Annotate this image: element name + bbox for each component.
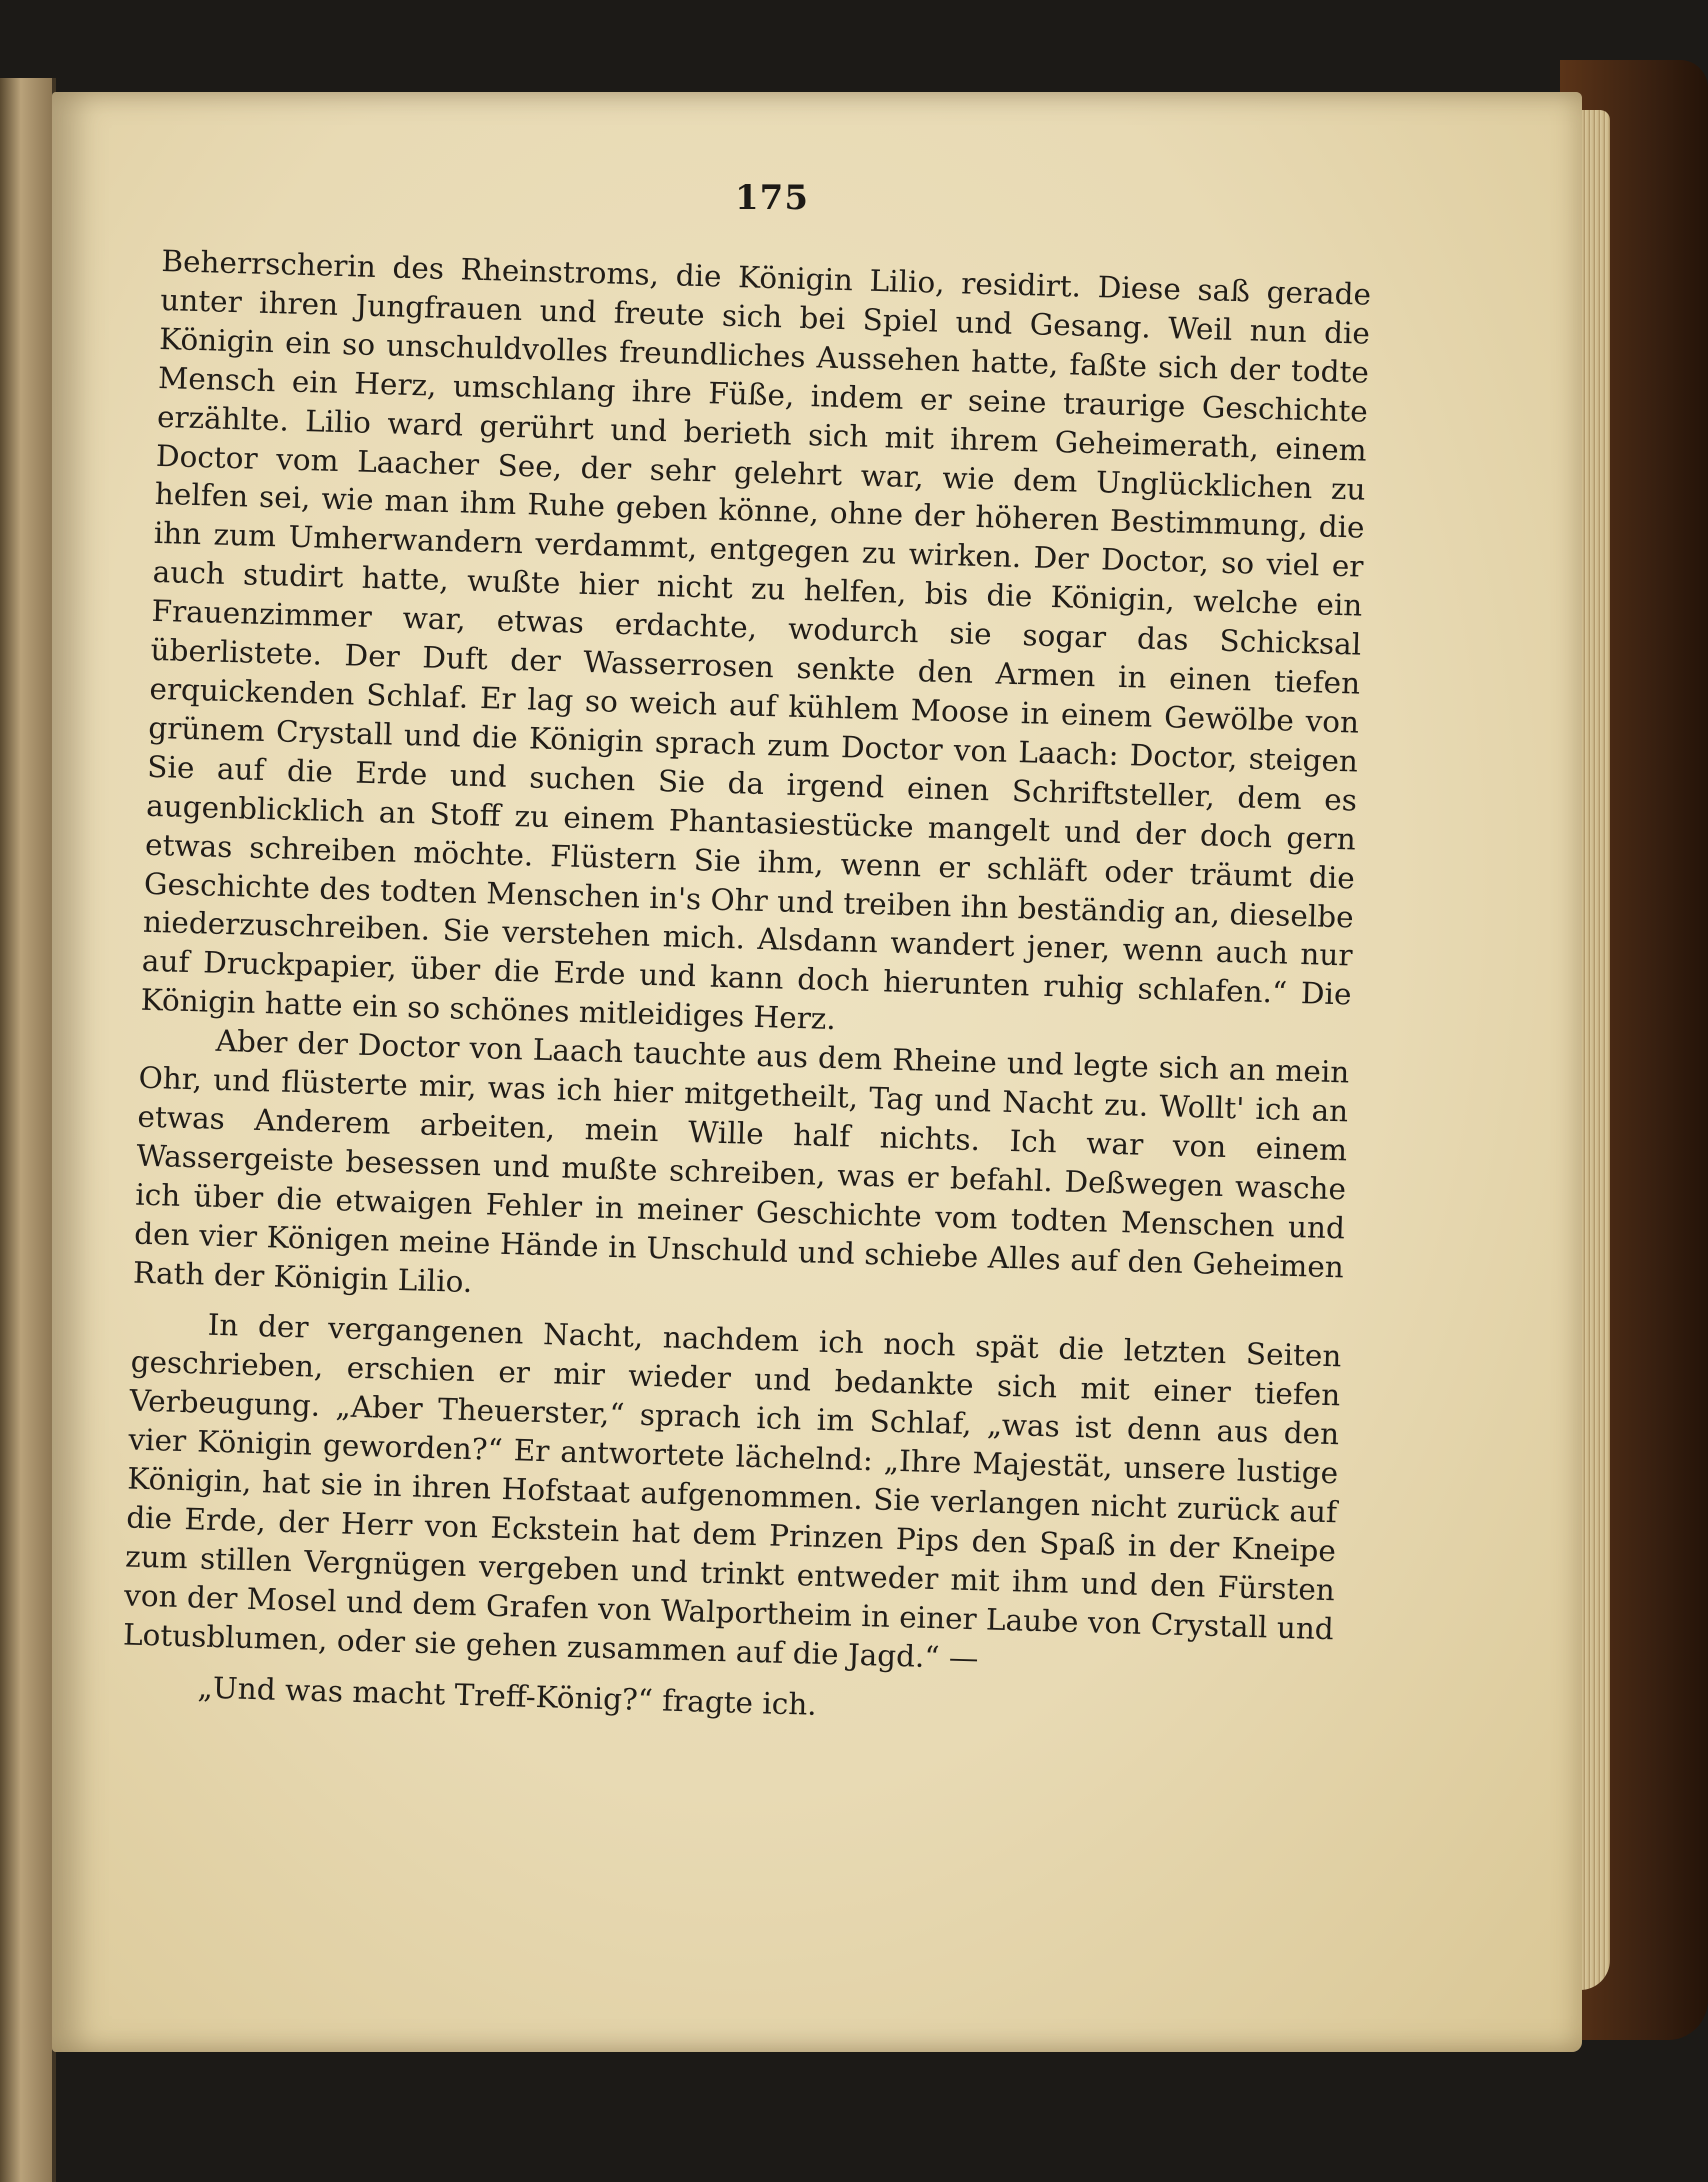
facing-page-edge [0, 78, 56, 2182]
paragraph-3: In der vergangenen Nacht, nachdem ich noch spät die letzten Seiten geschrieben, erschien er mir wieder und bedankte sich mit einer tiefen Verbeugung. „Aber Theuerster,“ sprach ich im Schlaf, „was ist denn aus den vier Königin geworden?“ Er antwortete lächelnd: „Ihre Majestät, unsere lustige Königin, hat sie in ihren Hofstaat aufgenommen. Sie verlangen nicht zurück auf die Erde, der Herr von Eckstein hat dem Prinzen Pips den Spaß in der Kneipe zum stillen Vergnügen vergeben und trinkt entweder mit ihm und den Fürsten von der Mosel und dem Grafen von Walportheim in einer Laube von Crystall und Lotusblumen, oder sie gehen zusammen auf die Jagd.“ — [122, 1308, 1342, 1676]
book-page [52, 92, 1582, 2052]
page-number: 175 [735, 178, 809, 218]
paragraph-1: Beherrscherin des Rheinstroms, die Königin Lilio, residirt. Diese saß gerade unter ihren Jungfrauen und freute sich bei Spiel und Gesang. Weil nun die Königin ein so unschuldvolles freundliches Aussehen hatte, faßte sich der todte Mensch ein Herz, umschlang ihre Füße, indem er seine traurige Geschichte erzählte. Lilio ward gerührt und berieth sich mit ihrem Geheimerath, einem Doctor vom Laacher See, der sehr gelehrt war, wie dem Unglücklichen zu helfen sei, wie man ihm Ruhe geben könne, ohne der höheren Bestimmung, die ihn zum Umherwandern verdammt, entgegen zu wirken. Der Doctor, so viel er auch studirt hatte, wußte hier nicht zu helfen, bis die Königin, welche ein Frauenzimmer war, etwas erdachte, wodurch sie sogar das Schicksal überlistete. Der Duft der Wasserrosen senkte den Armen in einen tiefen erquickenden Schlaf. Er lag so weich auf kühlem Moose in einem Gewölbe von grünem Crystall und die Königin sprach zum Doctor von Laach: Doctor, steigen Sie auf die Erde und suchen Sie da irgend einen Schriftsteller, dem es augenblicklich an Stoff zu einem Phantasiestücke mangelt und der doch gern etwas schreiben möchte. Flüstern Sie ihm, wenn er schläft oder träumt die Geschichte des todten Menschen in's Ohr und treiben ihn beständig an, dieselbe niederzuschreiben. Sie verstehen mich. Alsdann wandert jener, wenn auch nur auf Druckpapier, über die Erde und kann doch hierunten ruhig schlafen.“ Die Königin hatte ein so schönes mitleidiges Herz. [140, 243, 1372, 1037]
page-text [121, 242, 1371, 1739]
paragraph-2: Aber der Doctor von Laach tauchte aus dem Rheine und legte sich an mein Ohr, und flüsterte mir, was ich hier mitgetheilt, Tag und Nacht zu. Wollt' ich an etwas Anderem arbeiten, mein Wille half nichts. Ich war von einem Wassergeiste besessen und mußte schreiben, was er befahl. Deßwegen wasche ich über die etwaigen Fehler in meiner Geschichte vom todten Menschen und den vier Königen meine Hände in Unschuld und schiebe Alles auf den Geheimen Rath der Königin Lilio. [132, 1023, 1350, 1299]
paragraph-4: „Und was macht Treff-König?“ fragte ich. [197, 1670, 818, 1722]
